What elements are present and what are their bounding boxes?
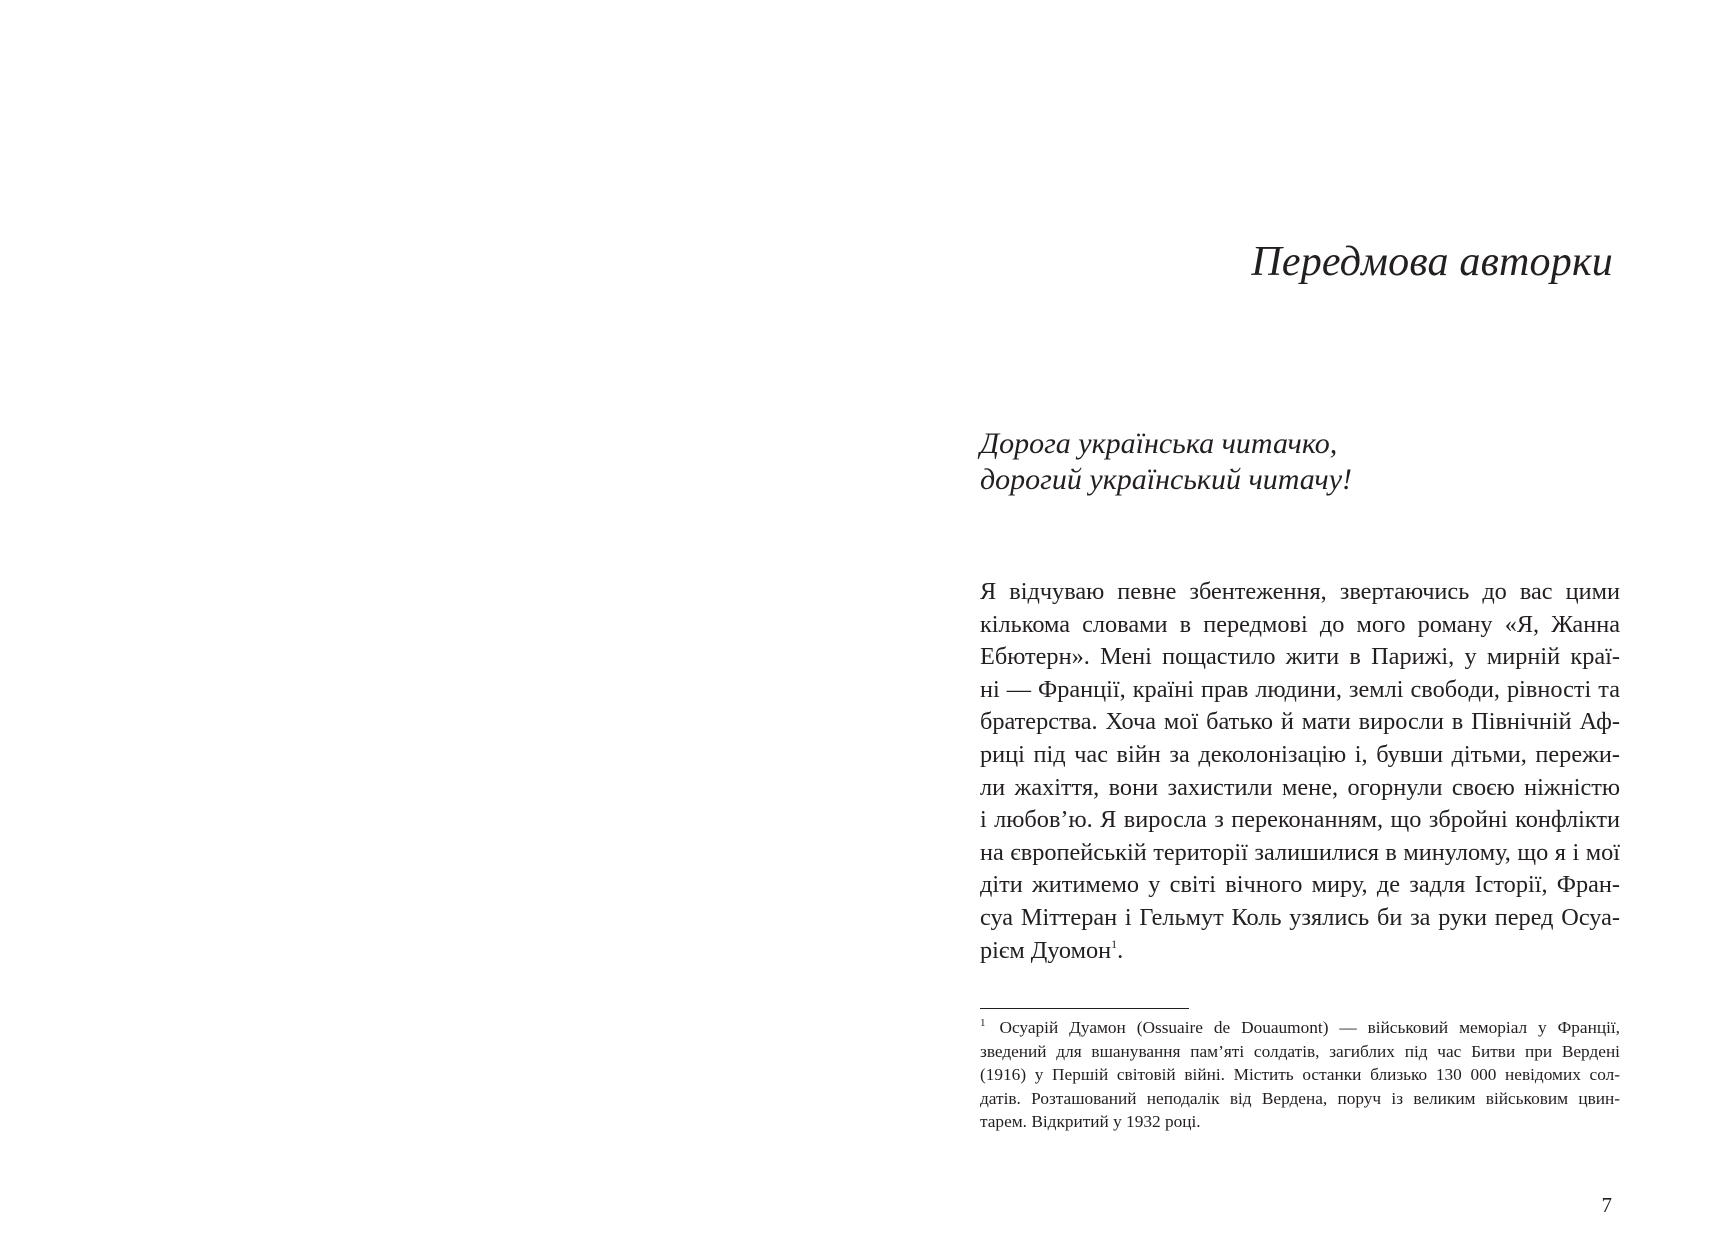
footnote-number: 1 — [980, 1017, 986, 1029]
footnote-line — [980, 1016, 1620, 1040]
footnote — [980, 1016, 1620, 1134]
body-line: Ебютерн». Мені пощастило жити в Парижі, у мирній краї- — [980, 643, 1620, 671]
footnote-line: тарем. Відкритий у 1932 році. — [980, 1112, 1201, 1131]
page-number: 7 — [1601, 1193, 1612, 1217]
body-paragraph — [980, 576, 1620, 967]
footnote-divider — [980, 1008, 1189, 1009]
salutation-line: дорогий український читачу! — [980, 463, 1353, 496]
footnote-line-text: Осуарій Дуамон (Ossuaire de Douaumont) — військовий меморіал у Франції, — [999, 1018, 1620, 1037]
salutation — [980, 426, 1620, 498]
left-page-blank — [0, 0, 856, 1258]
body-line: і любов’ю. Я виросла з переконанням, що збройні конфлікти — [980, 806, 1620, 834]
body-line: риці під час війн за деколонізацію і, бувши дітьми, пережи- — [980, 740, 1620, 768]
body-line: ні — Франції, країні прав людини, землі свободи, рівності та — [980, 675, 1620, 703]
body-line-suffix: . — [1117, 936, 1124, 964]
right-page — [856, 0, 1713, 1258]
body-line: суа Міттеран і Гельмут Коль узялись би за руки перед Осуа- — [980, 903, 1620, 931]
body-line: діти житимемо у світі вічного миру, де задля Історії, Фран- — [980, 871, 1620, 899]
body-line: Я відчуваю певне збентеження, звертаючись до вас цими — [980, 578, 1620, 605]
body-line: братерства. Хоча мої батько й мати виросли в Північній Аф- — [980, 708, 1620, 736]
body-line: кількома словами в передмові до мого роману «Я, Жанна — [980, 610, 1620, 638]
body-line: ли жахіття, вони захистили мене, огорнули своєю ніжністю — [980, 773, 1620, 801]
body-line: на європейській території залишилися в минулому, що я і мої — [980, 838, 1620, 866]
footnote-reference[interactable]: 1 — [1111, 936, 1118, 951]
salutation-line: Дорога українська читачко, — [980, 427, 1338, 460]
body-line-last — [980, 935, 1620, 968]
footnote-line: датів. Розташований неподалік від Вердена, поруч із великим військовим цвин- — [980, 1088, 1620, 1108]
footnote-line: (1916) у Першій світовій війні. Містить останки близько 130 000 невідомих сол- — [980, 1065, 1620, 1084]
footnote-line: зведений для вшанування пам’яті солдатів, загиблих під час Битви при Вердені — [980, 1041, 1620, 1061]
chapter-title: Передмова авторки — [1251, 239, 1613, 285]
body-line-text: рієм Дуомон — [980, 936, 1112, 964]
